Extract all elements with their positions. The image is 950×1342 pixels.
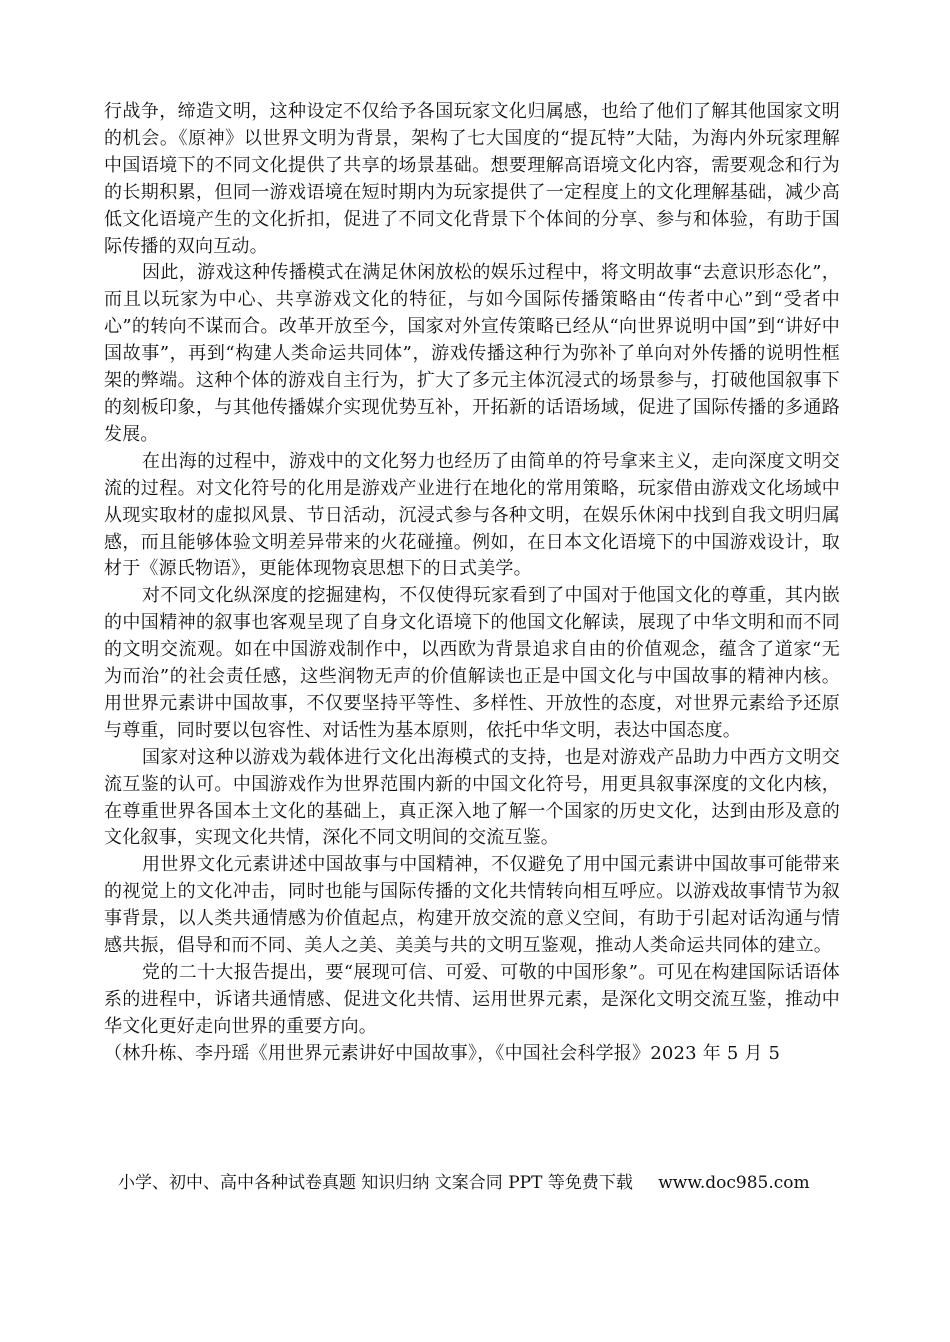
article-body [104, 99, 840, 1068]
paragraph-6: 用世界文化元素讲述中国故事与中国精神，不仅避免了用中国元素讲中国故事可能带来的视觉上的文化冲击，同时也能与国际传播的文化共情转向相互呼应。以游戏故事情节为叙事背景，以人类共通情感为价值起点，构建开放交流的意义空间，有助于引起对话沟通与情感共振，倡导和而不同、美人之美、美美与共的文明互鉴观，推动人类命运共同体的建立。 [104, 854, 840, 957]
paragraph-2: 因此，游戏这种传播模式在满足休闲放松的娱乐过程中，将文明故事“去意识形态化”，而且以玩家为中心、共享游戏文化的特征，与如今国际传播策略由“传者中心”到“受者中心”的转向不谋而合。改革开放至今，国家对外宣传策略已经从“向世界说明中国”到“讲好中国故事”，再到“构建人类命运共同体”，游戏传播这种行为弥补了单向对外传播的说明性框架的弊端。这种个体的游戏自主行为，扩大了多元主体沉浸式的场景参与，打破他国叙事下的刻板印象，与其他传播媒介实现优势互补，开拓新的话语场域，促进了国际传播的多通路发展。 [104, 262, 840, 445]
paragraph-3: 在出海的过程中，游戏中的文化努力也经历了由简单的符号拿来主义，走向深度文明交流的过程。对文化符号的化用是游戏产业进行在地化的常用策略，玩家借由游戏文化场域中从现实取材的虚拟风景、节日活动，沉浸式参与各种文明，在娱乐休闲中找到自我文明归属感，而且能够体验文明差异带来的火花碰撞。例如，在日本文化语境下的中国游戏设计，取材于《源氏物语》，更能体现物哀思想下的日式美学。 [104, 450, 840, 580]
paragraph-4: 对不同文化纵深度的挖掘建构，不仅使得玩家看到了中国对于他国文化的尊重，其内嵌的中国精神的叙事也客观呈现了自身文化语境下的他国文化解读，展现了中华文明和而不同的文明交流观。如在中国游戏制作中，以西欧为背景追求自由的价值观念，蕴含了道家“无为而治”的社会责任感，这些润物无声的价值解读也正是中国文化与中国故事的精神内核。用世界元素讲中国故事，不仅要坚持平等性、多样性、开放性的态度，对世界元素给予还原与尊重，同时要以包容性、对话性为基本原则，依托中华文明，表达中国态度。 [104, 585, 840, 741]
footer-text: 小学、初中、高中各种试卷真题 知识归纳 文案合同 PPT 等免费下载 [118, 1173, 633, 1193]
paragraph-5: 国家对这种以游戏为载体进行文化出海模式的支持，也是对游戏产品助力中西方文明交流互鉴的认可。中国游戏作为世界范围内新的中国文化符号，用更具叙事深度的文化内核，在尊重世界各国本土文化的基础上，真正深入地了解一个国家的历史文化，达到由形及意的文化叙事，实现文化共情，深化不同文明间的交流互鉴。 [104, 746, 840, 849]
page-footer [118, 1168, 858, 1193]
source-citation: （林升栋、李丹瑶《用世界元素讲好中国故事》，《中国社会科学报》2023 年 5 月 5 [104, 1042, 781, 1064]
paragraph-1: 行战争，缔造文明，这种设定不仅给予各国玩家文化归属感，也给了他们了解其他国家文明的机会。《原神》以世界文明为背景，架构了七大国度的“提瓦特”大陆，为海内外玩家理解中国语境下的不同文化提供了共享的场景基础。想要理解高语境文化内容，需要观念和行为的长期积累，但同一游戏语境在短时期内为玩家提供了一定程度上的文化理解基础，减少高低文化语境产生的文化折扣，促进了不同文化背景下个体间的分享、参与和体验，有助于国际传播的双向互动。 [104, 101, 840, 257]
paragraph-7: 党的二十大报告提出，要“展现可信、可爱、可敬的中国形象”。可见在构建国际话语体系的进程中，诉诸共通情感、促进文化共情、运用世界元素，是深化文明交流互鉴，推动中华文化更好走向世界的重要方向。 [104, 962, 840, 1037]
footer-url[interactable]: www.doc985.com [658, 1173, 810, 1193]
